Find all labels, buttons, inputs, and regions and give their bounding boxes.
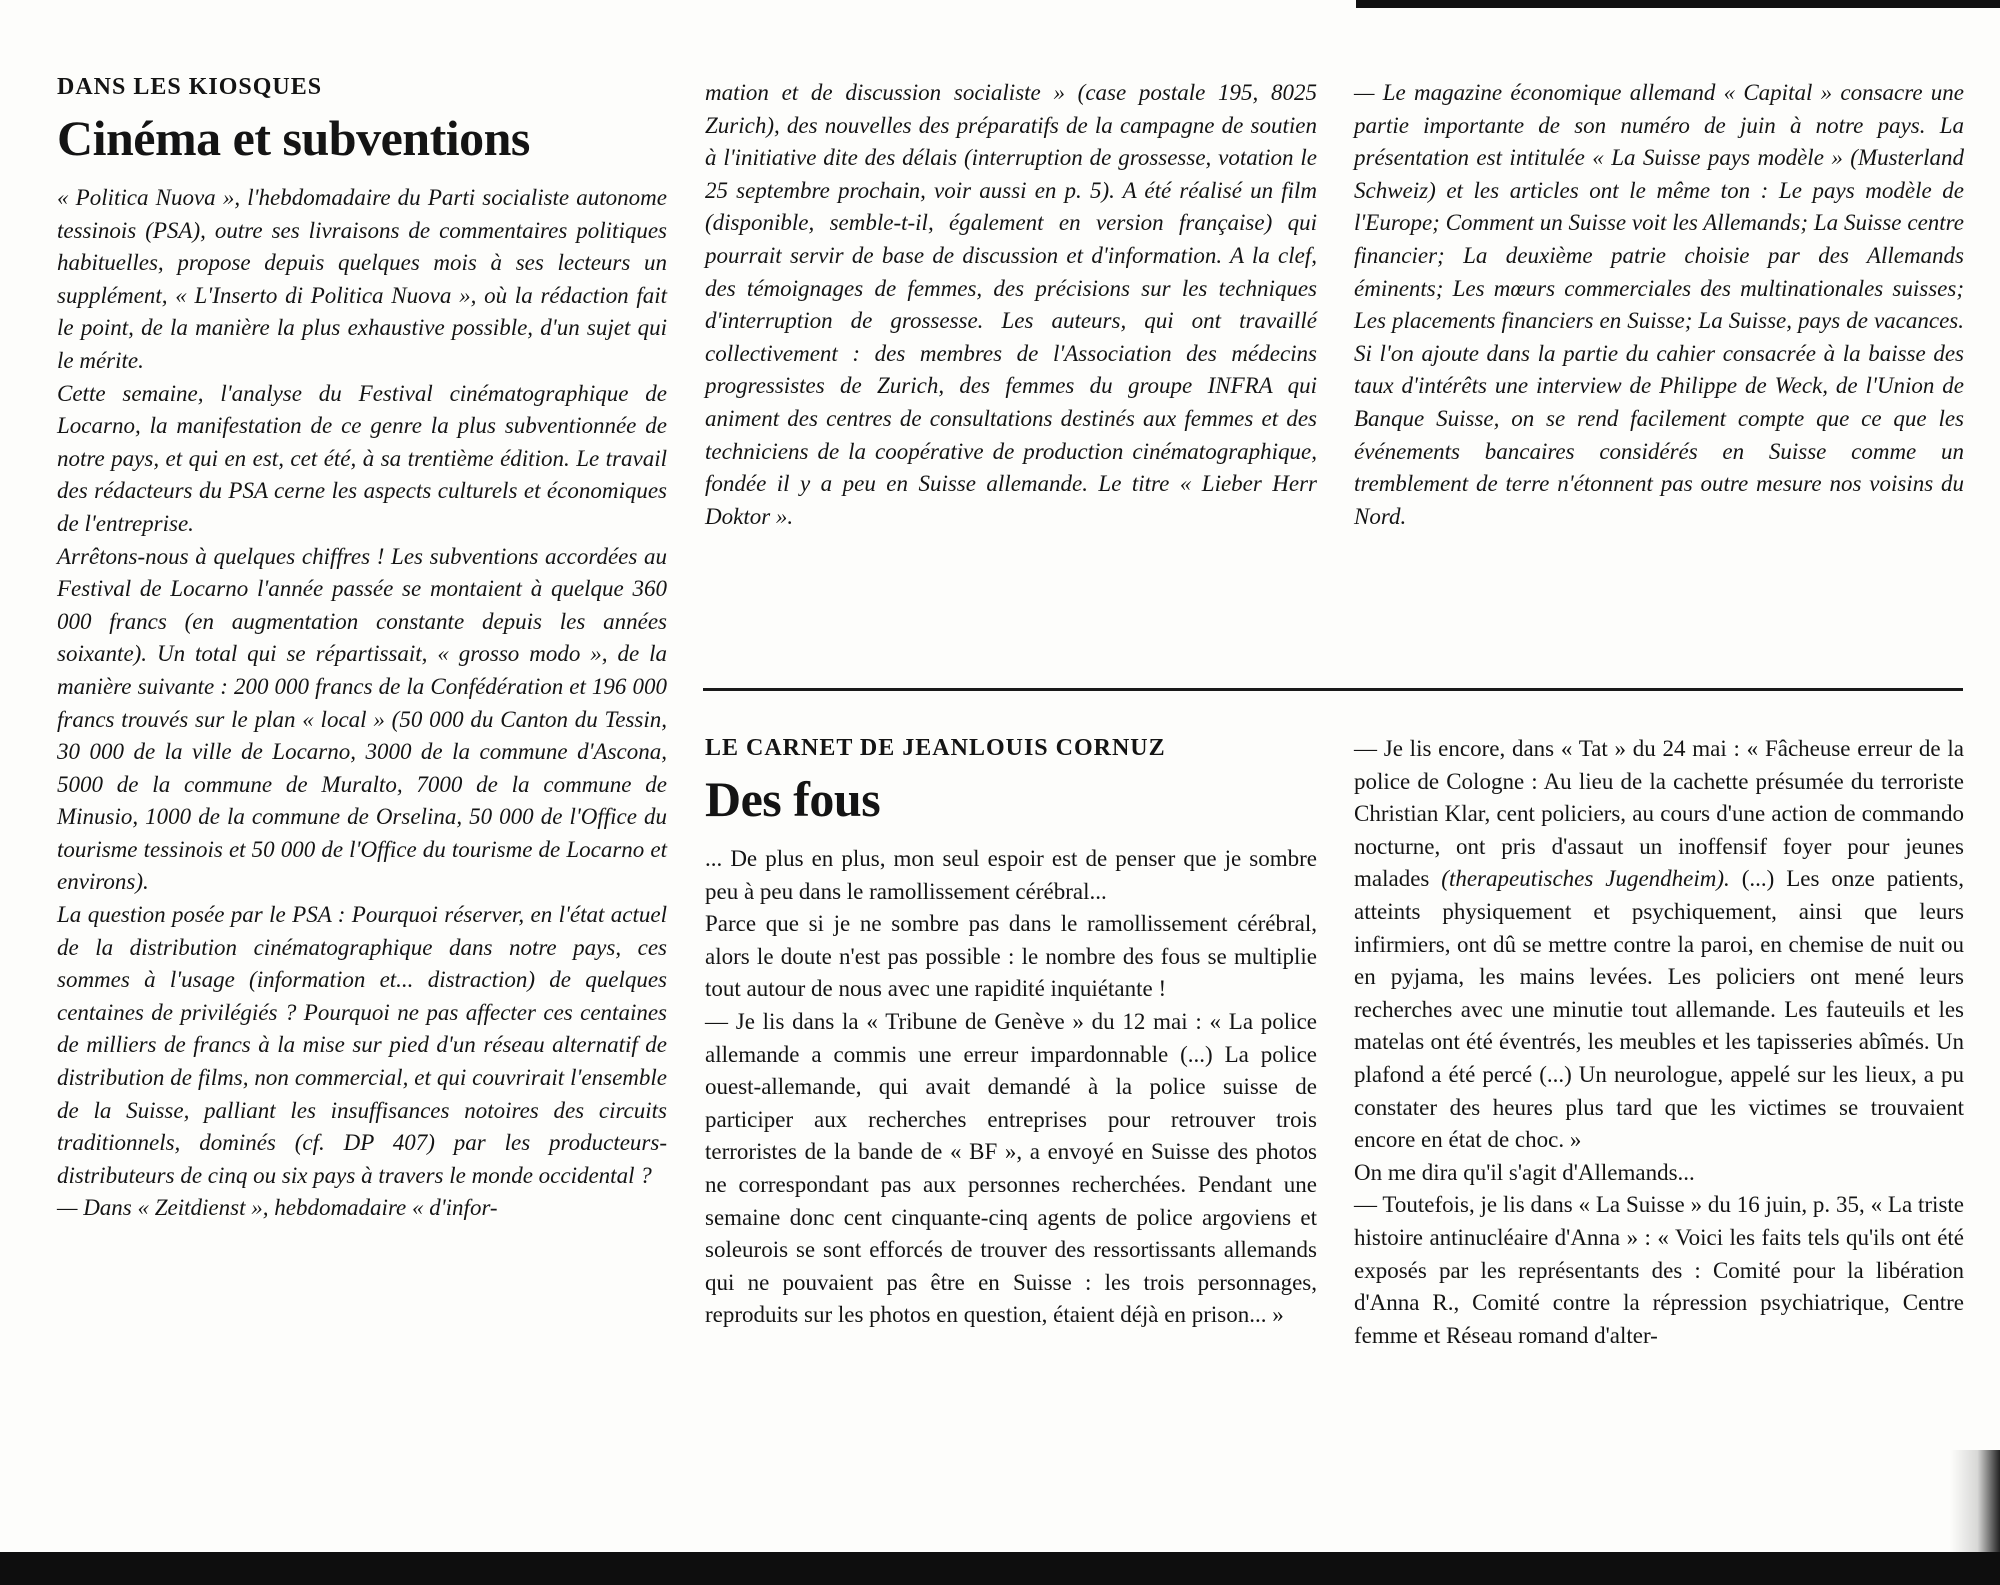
paragraph (1354, 733, 1964, 1157)
paragraph: — Toutefois, je lis dans « La Suisse » du 16 juin, p. 35, « La triste histoire antinucléaire d'Anna » : « Voici les faits tels qu'ils ont été exposés par les représentants des : Comité pour la libération d'Anna R., Comité contre la répression psychiatrique, Centre femme et Réseau romand d'alter- (1354, 1192, 1964, 1348)
article-2-body-col-1 (705, 843, 1317, 1332)
paragraph: « Politica Nuova », l'hebdomadaire du Parti socialiste autonome tessinois (PSA), outre ses livraisons de commentaires politiques habituelles, propose depuis quelques mois à ses lecteurs un supplément, « L'Inserto di Politica Nuova », où la rédaction fait le point, de la manière la plus exhaustive possible, d'un sujet qui le mérite. (57, 185, 667, 373)
article-1-body-col-1 (57, 182, 667, 1225)
page-top-border (1356, 0, 2000, 8)
article-1-kicker: DANS LES KIOSQUES (57, 74, 323, 100)
page-bottom-border (0, 1552, 2000, 1585)
article-1-column-3 (1354, 77, 1964, 533)
text-run: (...) Les onze patients, atteints physiquement et psychiquement, ainsi que leurs infirmiers, ont dû se mettre contre la paroi, en chemise de nuit ou en pyjama, les mains levées. Les policiers ont mené leurs recherches avec une minutie tout allemande. Les fauteuils et les matelas ont été éventrés, les meubles et les tapisseries abîmés. Un plafond a été percé (...) Un neurologue, appelé sur les lieux, a pu constater des heures plus tard que les victimes se trouvaient encore en état de choc. » (1354, 866, 1964, 1153)
paragraph: — Dans « Zeitdienst », hebdomadaire « d'infor- (57, 1195, 498, 1221)
paragraph: La question posée par le PSA : Pourquoi réserver, en l'état actuel de la distribution cinématographique dans notre pays, ces sommes à l'usage (information et... distraction) de quelques centaines de privilégiés ? Pourquoi ne pas affecter ces centaines de milliers de francs à la mise sur pied d'un réseau alternatif de distribution de films, non commercial, et qui couvrirait l'ensemble de la Suisse, palliant les insuffisances notoires des circuits traditionnels, dominés (cf. DP 407) par les producteurs-distributeurs de cinq ou six pays à travers le monde occidental ? (57, 902, 667, 1188)
article-1-body-col-3 (1354, 77, 1964, 533)
article-2-column-2 (1354, 733, 1964, 1352)
article-2-kicker: LE CARNET DE JEANLOUIS CORNUZ (705, 735, 1166, 761)
paragraph: mation et de discussion socialiste » (case postale 195, 8025 Zurich), des nouvelles des préparatifs de la campagne de soutien à l'initiative dite des délais (interruption de grossesse, votation le 25 septembre prochain, voir aussi en p. 5). A été réalisé un film (disponible, semble-t-il, également en version française) qui pourrait servir de base de discussion et d'information. A la clef, des témoignages de femmes, des précisions sur les techniques d'interruption de grossesse. Les auteurs, qui ont travaillé collectivement : des membres de l'Association des médecins progressistes de Zurich, des femmes du groupe INFRA qui animent des centres de consultations destinés aux femmes et des techniciens de la coopérative de production cinématographique, fondée il y a peu en Suisse allemande. Le titre « Lieber Herr Doktor ». (705, 80, 1317, 529)
paragraph: On me dira qu'il s'agit d'Allemands... (1354, 1159, 1695, 1185)
article-1-column-1 (57, 72, 667, 1225)
text-run: — Je lis encore, dans « Tat » du 24 mai : « Fâcheuse erreur de la police de Cologne : Au lieu de la cachette présumée du terroriste Christian Klar, cent policiers, au cours d'une action de commando nocturne, ont pris d'assaut un inoffensif foyer pour jeunes malades (1354, 736, 1964, 892)
paragraph: Parce que si je ne sombre pas dans le ramollissement cérébral, alors le doute n'est pas possible : le nombre des fous se multiplie tout autour de nous avec une rapidité inquiétante ! (705, 911, 1317, 1002)
article-1-title: Cinéma et subventions (57, 110, 530, 166)
paragraph: Cette semaine, l'analyse du Festival cinématographique de Locarno, la manifestation de ce genre la plus subventionnée de notre pays, et qui en est, cet été, à sa trentième édition. Le travail des rédacteurs du PSA cerne les aspects culturels et économiques de l'entreprise. (57, 380, 667, 536)
italic-text-run: (therapeutisches Jugendheim). (1441, 866, 1730, 892)
article-2-body-col-2 (1354, 733, 1964, 1352)
paragraph: Arrêtons-nous à quelques chiffres ! Les subventions accordées au Festival de Locarno l'année passée se montaient à quelque 360 000 francs (en augmentation constante depuis les années soixante). Un total qui se répartissait, « grosso modo », de la manière suivante : 200 000 francs de la Confédération et 196 000 francs trouvés sur le plan « local » (50 000 du Canton du Tessin, 30 000 de la ville de Locarno, 3000 de la commune d'Ascona, 5000 de la commune de Muralto, 7000 de la commune de Minusio, 1000 de la commune de Orselina, 50 000 de l'Office du tourisme tessinois et 50 000 de l'Office du tourisme de Locarno et environs). (57, 543, 667, 895)
section-divider (703, 688, 1963, 691)
paragraph: — Je lis dans la « Tribune de Genève » du 12 mai : « La police allemande a commis une erreur impardonnable (...) La police ouest-allemande, qui avait demandé à la police suisse de participer aux recherches entreprises pour retrouver trois terroristes de la bande de « BF », a envoyé en Suisse des photos ne correspondant pas aux personnes recherchées. Pendant une semaine donc cent cinquante-cinq agents de police argoviens et soleurois se sont efforcés de trouver des ressortissants allemands qui ne pouvaient pas être en Suisse : les trois personnages, reproduits sur les photos en question, étaient déjà en prison... » (705, 1008, 1317, 1328)
article-1-body-col-2 (705, 77, 1317, 533)
paragraph: ... De plus en plus, mon seul espoir est de penser que je sombre peu à peu dans le ramollissement cérébral... (705, 846, 1317, 904)
article-2-title: Des fous (705, 771, 881, 827)
article-1-column-2 (705, 77, 1317, 533)
page-curl-shadow (1950, 1450, 2000, 1552)
article-2-column-1 (705, 733, 1317, 1332)
paragraph: — Le magazine économique allemand « Capital » consacre une partie importante de son numéro de juin à notre pays. La présentation est intitulée « La Suisse pays modèle » (Musterland Schweiz) et les articles ont le même ton : Le pays modèle de l'Europe; Comment un Suisse voit les Allemands; La Suisse centre financier; La deuxième patrie choisie par des Allemands éminents; Les mœurs commerciales des multinationales suisses; Les placements financiers en Suisse; La Suisse, pays de vacances. Si l'on ajoute dans la partie du cahier consacrée à la baisse des taux d'intérêts une interview de Philippe de Weck, de l'Union de Banque Suisse, on se rend facilement compte que ce que les événements bancaires considérés en Suisse comme un tremblement de terre n'étonnent pas outre mesure nos voisins du Nord. (1354, 80, 1964, 529)
